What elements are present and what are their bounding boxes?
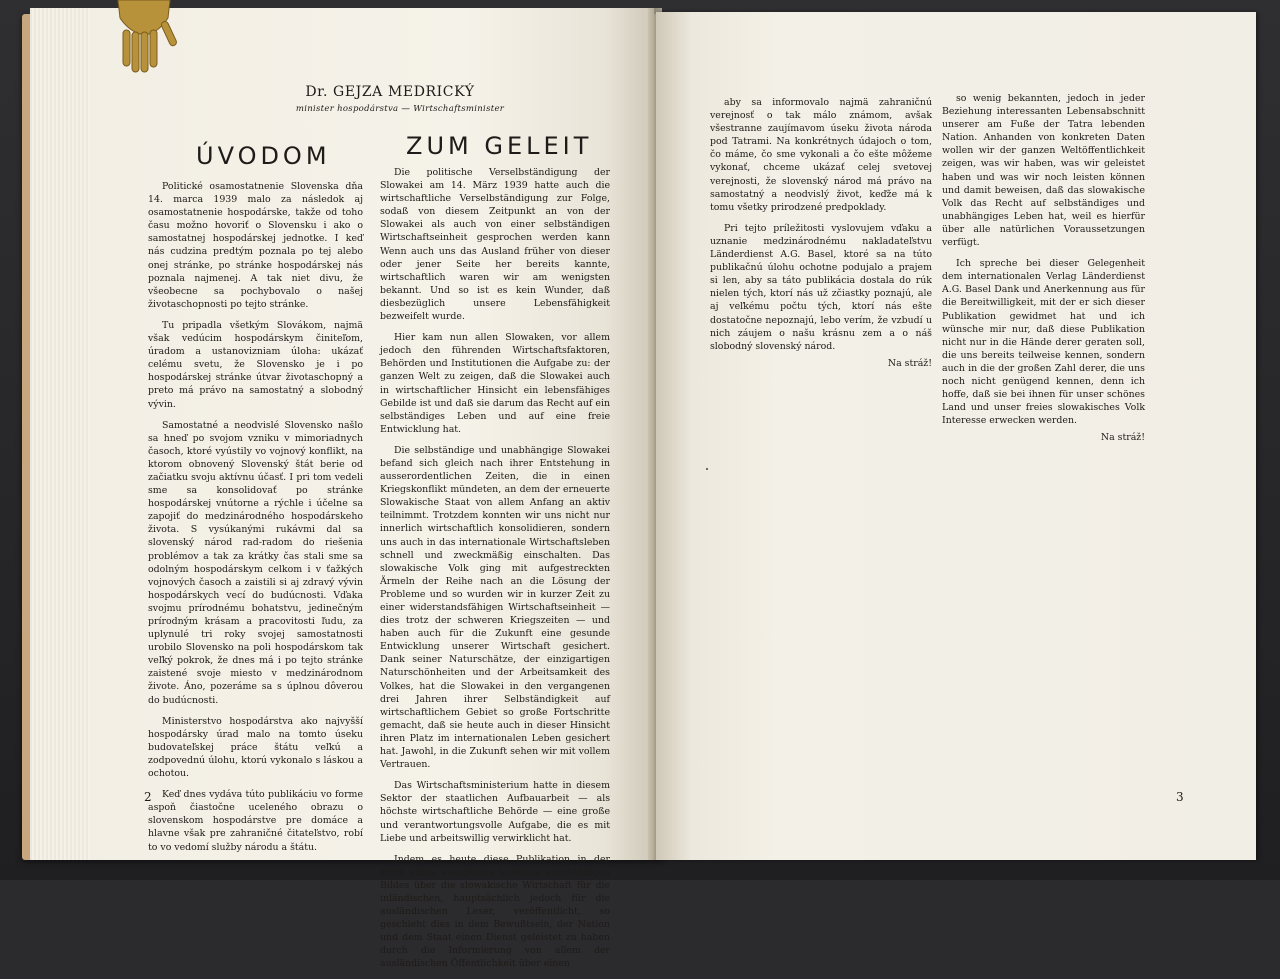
paragraph: Tu pripadla všetkým Slovákom, najmä však vedúcim hospodárskym činiteľom, úradom a ustanovizniam úloha: ukázať celému svetu, že Slovensko je i po hospodárskej stránke útvar životaschopný a preto má právo na samostatný a slobodný vývin. (148, 319, 363, 410)
paragraph: Politické osamostatnenie Slovenska dňa 14. marca 1939 malo za následok aj osamostatnenie hospodárske, takže od toho času možno hovoriť o Slovensku i ako o samostatnej hospodárskej jednotke. I keď nás cudzina predtým poznala po tej alebo onej stránke, po stránke hospodárskej nás poznala najmenej. A tak niet divu, že všeobecne sa pochybovalo o našej životaschopnosti po tejto stránke. (148, 181, 363, 310)
paragraph: aby sa informovalo najmä zahraničnú verejnosť o tak málo známom, avšak všestranne zaujímavom úseku života národa pod Tatrami. Na konkrétnych údajoch o tom, čo máme, čo sme vykonali a čo ešte môžeme vykonať, chceme ukázať celej svetovej verejnosti, že slovenský národ má právo na samostatný a neodvislý život, keďže má k tomu všetky prirodzené predpoklady. (710, 97, 932, 213)
heading-slovak: ÚVODOM (196, 142, 331, 170)
slovak-column-right (710, 96, 932, 378)
author-role: minister hospodárstva — Wirtschaftsminister (295, 104, 505, 114)
german-column-right (942, 92, 1145, 452)
ink-speck (706, 468, 708, 470)
heading-german: ZUM GELEIT (406, 132, 593, 160)
hand-bookmark-icon (110, 0, 180, 74)
paragraph: Ich spreche bei dieser Gelegenheit dem internationalen Verlag Länderdienst A.G. Basel Dank und Anerkennung aus für die Bereitwilligkeit, mit der er sich dieser Publikation gewidmet hat und ich wünsche mir nur, daß diese Publikation nicht nur in die Hände derer geraten soll, die uns bereits teilweise kennen, sondern auch in die der großen Zahl derer, die uns noch nicht genügend kennen, denn ich hoffe, daß sie bei ihnen für unser schönes Land und unser freies slowakisches Volk Interesse erwecken werden. (942, 258, 1145, 427)
paragraph: Ministerstvo hospodárstva ako najvyšší hospodársky úrad malo na tomto úseku budovateľskej práce štátu veľkú a zodpovednú úlohu, ktorú vykonalo s láskou a ochotou. (148, 715, 363, 780)
page-edge-stack (30, 8, 90, 860)
paragraph: Das Wirtschaftsministerium hatte in diesem Sektor der staatlichen Aufbauarbeit — als höchste wirtschaftliche Behörde — eine große und verantwortungsvolle Aufgabe, die es mit Liebe und arbeitswillig verwirklicht hat. (380, 780, 610, 844)
signature-line: Na stráž! (1100, 432, 1145, 444)
author-name: Dr. GEJZA MEDRICKÝ (305, 84, 475, 100)
paragraph: Keď dnes vydáva túto publikáciu vo forme aspoň čiastočne uceleného obrazu o slovenskom hospodárstve pre domáce a hlavne však pre zahraničné čitateľstvo, robí to vo vedomí služby národu a štátu. (148, 789, 363, 853)
paragraph: Indem es heute diese Publikation in der Form eines wenigstens teilweise vollständigen Bildes über die slowakische Wirtschaft für die inländischen, hauptsächlich jedoch für die ausländischen Leser, veröffentlicht, so geschieht dies in dem Bewußtsein, der Nation und dem Staat einen Dienst geleistet zu haben durch die Informierung von allem der ausländischen Öffentlichkeit über einen (380, 853, 610, 970)
paragraph: Samostatné a neodvislé Slovensko našlo sa hneď po svojom vzniku v mimoriadnych časoch, ktoré vyústily vo vojnový konflikt, na ktorom obnovený Slovenský štát berie od začiatku svoju aktívnu účasť. I pri tom vedeli sme sa konsolidovať po stránke hospodárskej vnútorne a rýchle i účelne sa zapojiť do medzinárodného hospodárskeho života. S vysúkanými rukávmi dal sa slovenský národ rad-radom do riešenia problémov a tak za krátky čas stali sme sa odolným hospodárskym celkom i v ťažkých vojnových časoch a zaistili si aj zdravý vývin hospodárskych vecí do budúcnosti. Vďaka svojmu prírodnému bohatstvu, jedinečným prírodným krásam a pracovitosti ľudu, za uplynulé tri roky svojej samostatnosti urobilo Slovensko na poli hospodárskom tak veľký pokrok, že dnes má i po tejto stránke zaistené svoje miesto v medzinárodnom živote. Áno, pozeráme sa s úplnou dôverou do budúcnosti. (148, 419, 363, 706)
page-number-right: 3 (1176, 790, 1184, 804)
slovak-column-left (148, 180, 363, 862)
page-number-left: 2 (144, 790, 152, 804)
paragraph: Die politische Verselbständigung der Slowakei am 14. März 1939 hatte auch die wirtschaftliche Verselbständigung zur Folge, sodaß von diesem Zeitpunkt an von der Slowakei als auch von einer selbständigen Wirtschaftseinheit gesprochen werden kann Wenn auch uns das Ausland früher von dieser oder jener Seite her bereits kannte, wirtschaftlich waren wir am wenigsten bekannt. Und so ist es kein Wunder, daß diesbezüglich unsere Lebensfähigkeit bezweifelt wurde. (380, 167, 610, 323)
signature-line: Na stráž! (887, 357, 932, 369)
paragraph: Die selbständige und unabhängige Slowakei befand sich gleich nach ihrer Entstehung in ausserordentlichen Zeiten, die in einen Kriegskonflikt mündeten, an dem der erneuerte Slowakische Staat von allem Anfang an aktiv teilnimmt. Trotzdem konnten wir uns nicht nur innerlich wirtschaftlich konsolidieren, sondern uns auch in das internationale Wirtschaftsleben schnell und zweckmäßig einschalten. Das slowakische Volk ging mit aufgestreckten Ärmeln der Reihe nach an die Lösung der Probleme und so wurden wir in kurzer Zeit zu einer widerstandsfähigen Wirtschaftseinheit — dies trotz der schweren Kriegszeiten — und haben auch für die Zukunft eine gesunde Entwicklung unserer Wirtschaft gesichert. Dank seiner Naturschätze, der einzigartigen Naturschönheiten und der Arbeitsamkeit des Volkes, hat die Slowakei in den vergangenen drei Jahren ihrer Selbständigkeit auf wirtschaftlichem Gebiet so große Fortschritte gemacht, daß sie heute auch in dieser Hinsicht ihren Platz im internationalen Leben gesichert hat. Jawohl, in die Zukunft sehen wir mit vollem Vertrauen. (380, 444, 610, 771)
paragraph: Pri tejto príležitosti vyslovujem vďaku a uznanie medzinárodnému nakladateľstvu Länderdienst A.G. Basel, ktoré sa na túto publikačnú úlohu ochotne podujalo a prajem si len, aby sa táto publikácia dostala do rúk nielen tých, ktorí nás už zčiastky poznajú, ale aj veľkému počtu tých, ktorí nás ešte dostatočne nepoznajú, lebo verím, že vzbudí u nich záujem o našu krásnu zem a o náš slobodný slovenský národ. (710, 222, 932, 352)
german-column-left (380, 166, 610, 979)
paragraph: Hier kam nun allen Slowaken, vor allem jedoch den führenden Wirtschaftsfaktoren, Behörden und Institutionen die Aufgabe zu: der ganzen Welt zu zeigen, daß die Slowakei auch in wirtschaftlicher Hinsicht ein lebensfähiges Gebilde ist und daß sie darum das Recht auf ein selbständiges Leben und auf eine freie Entwicklung hat. (380, 332, 610, 435)
paragraph: so wenig bekannten, jedoch in jeder Beziehung interessanten Lebensabschnitt unserer am Fuße der Tatra lebenden Nation. Anhanden von konkreten Daten wollen wir der ganzen Weltöffentlichkeit zeigen, was wir haben, was wir geleistet haben und was wir noch leisten können und damit beweisen, daß das slowakische Volk das Recht auf selbständiges und unabhängiges Leben hat, weil es hierfür über alle natürlichen Voraussetzungen verfügt. (942, 93, 1145, 249)
